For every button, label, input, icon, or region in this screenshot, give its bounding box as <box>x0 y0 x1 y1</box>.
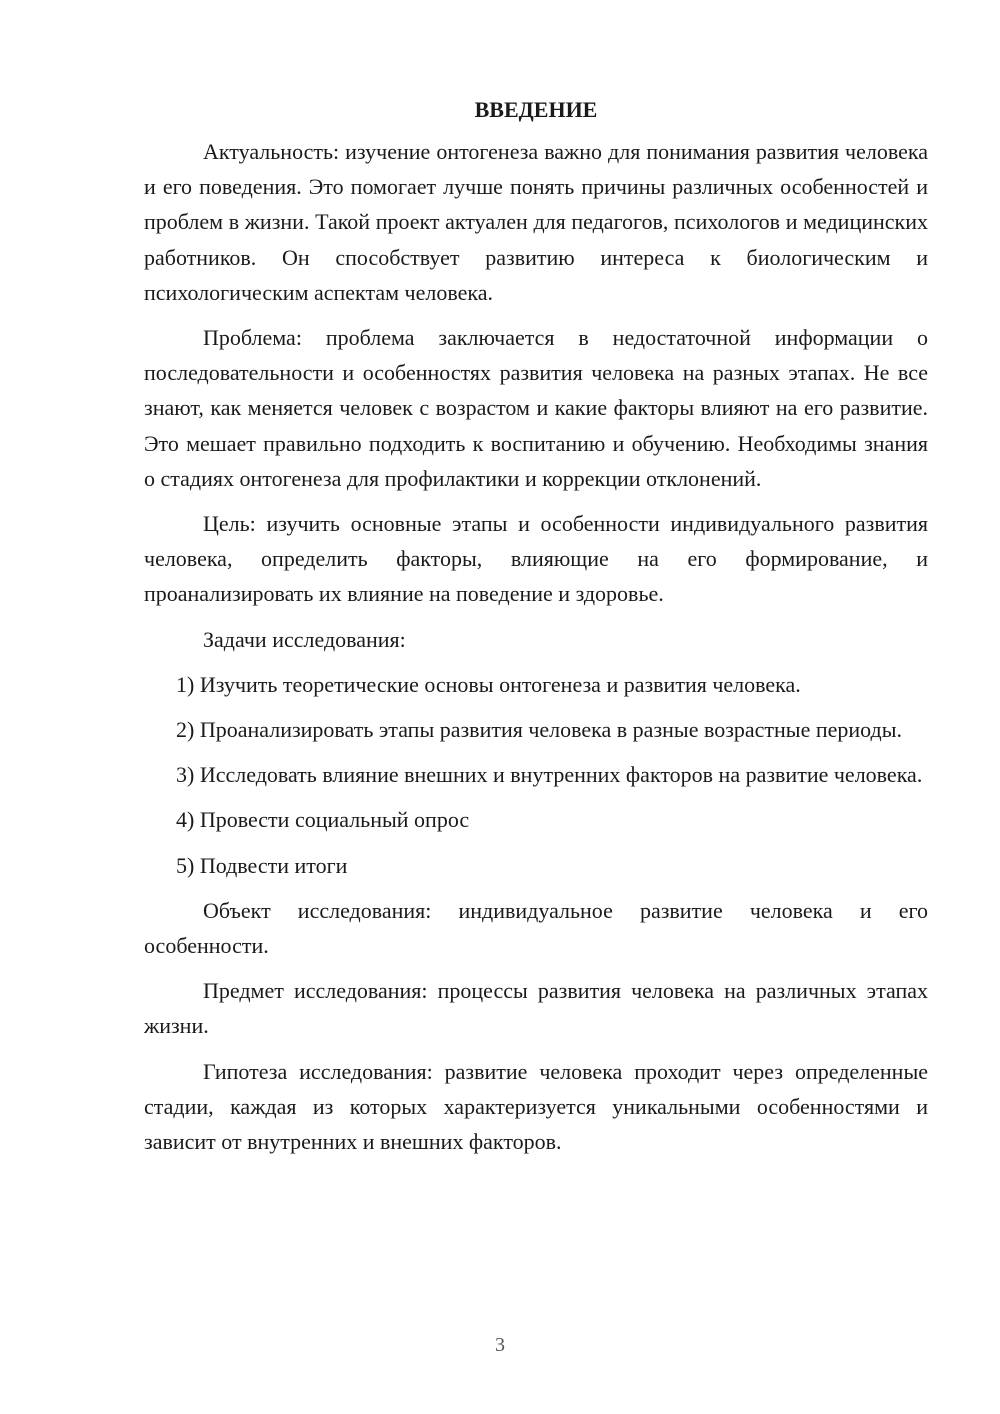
page-number: 3 <box>495 1334 505 1356</box>
paragraph-relevance: Актуальность: изучение онтогенеза важно для понимания развития человека и его поведения. Это помогает лучше понять причины различных особенностей и проблем в жизни. Такой проект актуален для педагогов, психологов и медицинских работников. Он способствует развитию интереса к биологическим и психологическим аспектам человека. <box>144 139 928 305</box>
task-item-3: 3) Исследовать влияние внешних и внутренних факторов на развитие человека. <box>176 762 923 788</box>
paragraph-subject: Предмет исследования: процессы развития человека на различных этапах жизни. <box>144 978 928 1039</box>
task-item-5: 5) Подвести итоги <box>176 852 348 878</box>
paragraph-goal: Цель: изучить основные этапы и особенности индивидуального развития человека, определить факторы, влияющие на его формирование, и проанализировать их влияние на поведение и здоровье. <box>144 511 928 607</box>
task-item-4: 4) Провести социальный опрос <box>176 807 470 833</box>
paragraph-problem: Проблема: проблема заключается в недостаточной информации о последовательности и особенностях развития человека на разных этапах. Не все знают, как меняется человек с возрастом и какие факторы влияют на его развитие. Это мешает правильно подходить к воспитанию и обучению. Необходимы знания о стадиях онтогенеза для профилактики и коррекции отклонений. <box>144 325 928 491</box>
page-title: ВВЕДЕНИЕ <box>474 97 598 122</box>
paragraph-hypothesis: Гипотеза исследования: развитие человека проходит через определенные стадии, каждая из которых характеризуется уникальными особенностями и зависит от внутренних и внешних факторов. <box>144 1058 928 1155</box>
tasks-heading: Задачи исследования: <box>203 626 406 652</box>
task-item-1: 1) Изучить теоретические основы онтогенеза и развития человека. <box>176 671 801 697</box>
document-page <box>144 92 928 1169</box>
paragraph-object: Объект исследования: индивидуальное развитие человека и его особенности. <box>144 897 928 959</box>
task-item-2: 2) Проанализировать этапы развития человека в разные возрастные периоды. <box>176 717 902 743</box>
